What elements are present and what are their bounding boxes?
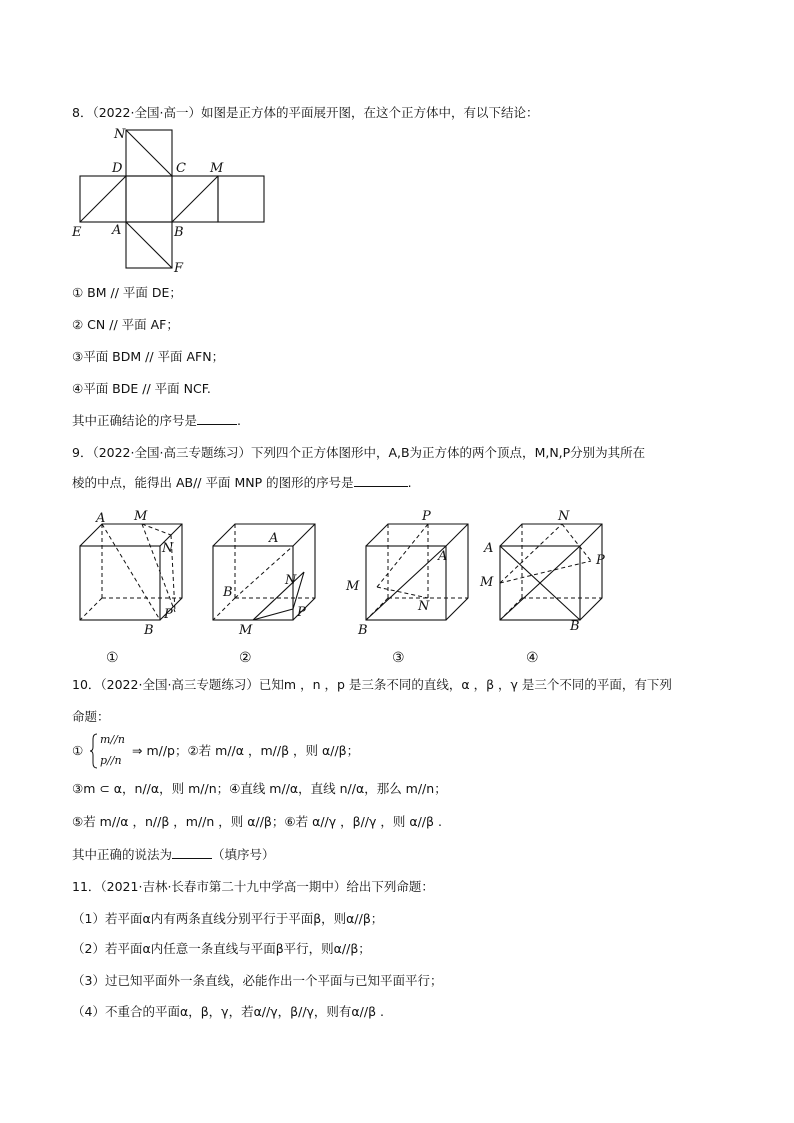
q9-line2 xyxy=(72,474,412,492)
q8-statement-4: ④平面 BDE // 平面 NCF. xyxy=(72,381,211,396)
q11-prop-4: （4）不重合的平面α，β，γ，若α//γ，β//γ，则有α//β . xyxy=(72,1004,385,1019)
fig2-label-N: N xyxy=(285,573,297,588)
cube-figure-4 xyxy=(478,506,605,666)
cube-figure-3 xyxy=(344,506,454,666)
fig2-label-M: M xyxy=(239,623,253,638)
q10-choices-3-4: ③m ⊂ α，n//α，则 m//n；④直线 m//α，直线 n//α，那么 m//n； xyxy=(72,781,447,796)
q8-answer-blank[interactable] xyxy=(197,412,237,425)
q8-statement-1: ① BM // 平面 DE； xyxy=(72,285,182,300)
fig4-number: ④ xyxy=(526,650,539,666)
fig1-label-B: B xyxy=(144,623,154,638)
net-label-B: B xyxy=(174,225,184,240)
q9-line2-end: . xyxy=(407,475,412,490)
q10-ask-end: （填序号） xyxy=(212,847,275,862)
fig2-label-A: A xyxy=(269,531,279,546)
fig3-number: ③ xyxy=(392,650,405,666)
q8-statement-3: ③平面 BDM // 平面 AFN； xyxy=(72,349,225,364)
q9-header: 9．（2022·全国·高三专题练习）下列四个正方体图形中，A,B为正方体的两个顶点，M,N,P分别为其所在 xyxy=(72,445,646,460)
q11-prop-3: （3）过已知平面外一条直线，必能作出一个平面与已知平面平行； xyxy=(72,973,443,988)
q9-answer-blank[interactable] xyxy=(354,474,408,487)
q10-choice-1-bottom: p//n xyxy=(100,754,122,767)
fig2-label-B: B xyxy=(223,585,233,600)
q8-ask-text: 其中正确结论的序号是 xyxy=(72,413,198,428)
fig3-label-M: M xyxy=(346,579,360,594)
fig1-number: ① xyxy=(106,650,119,666)
fig4-label-N: N xyxy=(558,509,570,524)
fig2-label-P: P xyxy=(297,605,306,620)
net-label-C: C xyxy=(176,161,186,176)
cube-figure-2 xyxy=(209,506,319,666)
q8-statement-2: ② CN // 平面 AF； xyxy=(72,317,179,332)
fig3-label-N: N xyxy=(418,599,430,614)
q10-line2: 命题： xyxy=(72,709,110,724)
q10-choice-1-num: ① xyxy=(72,743,84,758)
fig3-label-P: P xyxy=(422,509,431,524)
q10-ask-text: 其中正确的说法为 xyxy=(72,847,173,862)
q10-answer-prompt xyxy=(72,846,275,864)
fig4-label-B: B xyxy=(570,619,580,634)
q10-choice-1-top: m//n xyxy=(100,733,125,746)
net-label-M: M xyxy=(210,161,224,176)
q8-answer-prompt xyxy=(72,412,241,430)
fig1-label-P: P xyxy=(164,607,173,622)
cube-net-figure xyxy=(70,126,270,274)
fig2-number: ② xyxy=(239,650,252,666)
fig3-label-B: B xyxy=(358,623,368,638)
q11-header: 11．（2021·吉林·长春市第二十九中学高一期中）给出下列命题： xyxy=(72,879,434,894)
fig1-label-N: N xyxy=(162,541,174,556)
net-label-E: E xyxy=(72,225,82,240)
q11-prop-1: （1）若平面α内有两条直线分别平行于平面β，则α//β； xyxy=(72,911,384,926)
fig1-label-M: M xyxy=(134,509,148,524)
q8-ask-end: . xyxy=(237,413,241,428)
q10-header: 10．（2022·全国·高三专题练习）已知m ，n ，p 是三条不同的直线，α ，β ，γ 是三个不同的平面，有下列 xyxy=(72,677,672,692)
net-label-D: D xyxy=(112,161,123,176)
fig4-label-P: P xyxy=(596,553,605,568)
fig4-label-M: M xyxy=(480,575,494,590)
brace-icon xyxy=(90,733,98,769)
cube-figure-1 xyxy=(76,506,186,666)
net-label-A: A xyxy=(112,223,122,238)
q10-answer-blank[interactable] xyxy=(172,846,212,859)
q10-choices-5-6: ⑤若 m//α ，n//β ，m//n ，则 α//β；⑥若 α//γ ，β//γ ，则 α//β . xyxy=(72,814,442,829)
fig3-label-A: A xyxy=(438,549,448,564)
net-label-N: N xyxy=(114,127,126,142)
q10-choice-1-rest: ⇒ m//p；②若 m//α ，m//β ，则 α//β； xyxy=(132,743,360,758)
q8-header: 8．（2022·全国·高一）如图是正方体的平面展开图，在这个正方体中，有以下结论： xyxy=(72,105,539,120)
net-label-F: F xyxy=(174,261,184,276)
q11-prop-2: （2）若平面α内任意一条直线与平面β平行，则α//β； xyxy=(72,941,371,956)
fig1-label-A: A xyxy=(96,511,106,526)
q9-line2-text: 棱的中点，能得出 AB// 平面 MNP 的图形的序号是 xyxy=(72,475,354,490)
fig4-label-A: A xyxy=(484,541,494,556)
